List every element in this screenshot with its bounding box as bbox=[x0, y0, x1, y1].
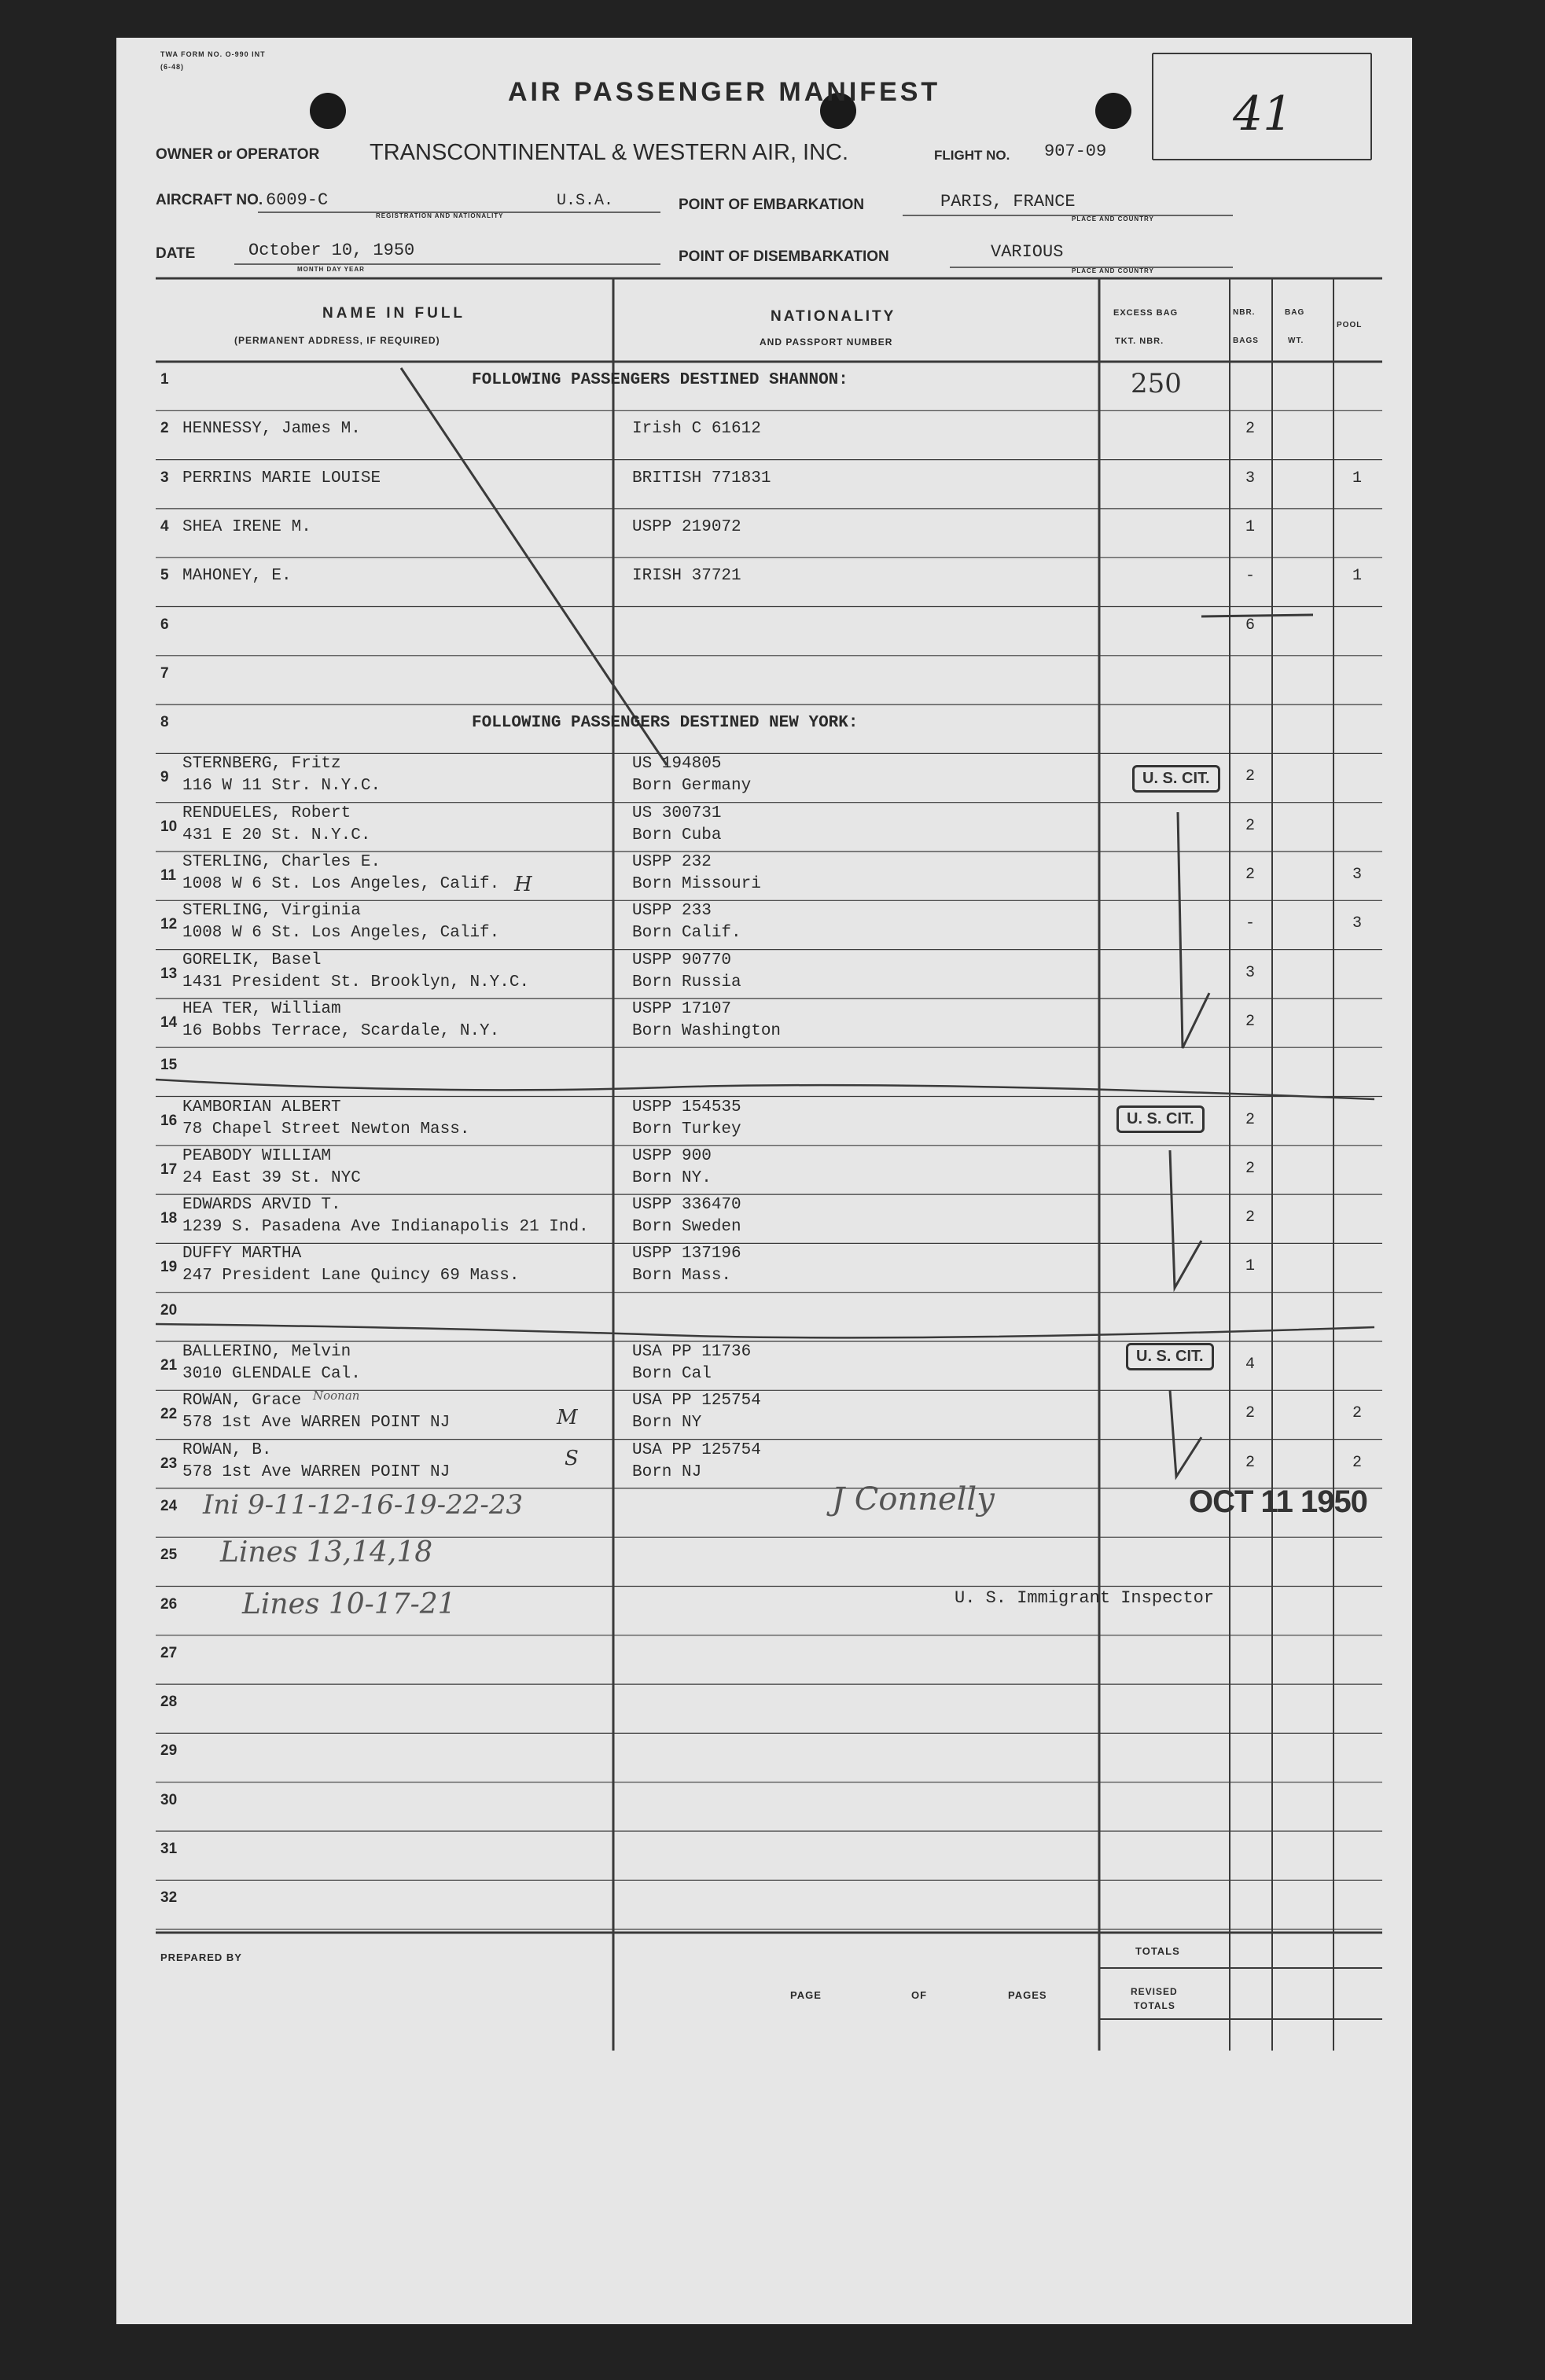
col-nationality-sub: AND PASSPORT NUMBER bbox=[760, 337, 893, 348]
passenger-name: KAMBORIAN ALBERT bbox=[182, 1098, 341, 1116]
bag-count: 2 bbox=[1245, 420, 1256, 439]
check-arrow-3 bbox=[1170, 1390, 1201, 1477]
row-number: 18 bbox=[160, 1210, 178, 1227]
row-number: 14 bbox=[160, 1013, 178, 1031]
handwriting-line25: Lines 13,14,18 bbox=[220, 1536, 433, 1569]
bag-count: 2 bbox=[1245, 1404, 1256, 1423]
passport-number: IRISH 37721 bbox=[632, 567, 741, 586]
row-number: 1 bbox=[160, 371, 169, 388]
col-nbr-header: NBR. bbox=[1233, 308, 1256, 317]
row-number: 28 bbox=[160, 1694, 178, 1711]
embark-value: PARIS, FRANCE bbox=[940, 192, 1076, 212]
bag-count: 3 bbox=[1245, 963, 1256, 982]
passenger-address: 3010 GLENDALE Cal. bbox=[182, 1365, 361, 1383]
row-number: 31 bbox=[160, 1841, 178, 1857]
pool-number: 2 bbox=[1352, 1404, 1363, 1423]
passport-number: USA PP 125754 bbox=[632, 1392, 761, 1411]
aircraft-label: AIRCRAFT NO. bbox=[156, 192, 263, 208]
strike-line bbox=[401, 368, 667, 765]
owner-label: OWNER or OPERATOR bbox=[156, 146, 320, 163]
passport-number: USPP 90770 bbox=[632, 951, 732, 969]
row-number: 22 bbox=[160, 1406, 178, 1423]
passport-number: USPP 336470 bbox=[632, 1196, 741, 1215]
date-value: October 10, 1950 bbox=[248, 241, 415, 260]
passenger-address: 578 1st Ave WARREN POINT NJ bbox=[182, 1462, 451, 1481]
passenger-address: 78 Chapel Street Newton Mass. bbox=[182, 1120, 470, 1139]
passenger-address: 578 1st Ave WARREN POINT NJ bbox=[182, 1414, 451, 1433]
handwriting-line26: Lines 10-17-21 bbox=[242, 1588, 456, 1620]
passenger-name: HENNESSY, James M. bbox=[182, 420, 361, 439]
bag-count: 1 bbox=[1245, 517, 1256, 536]
disembark-label: POINT OF DISEMBARKATION bbox=[679, 248, 889, 265]
bag-count: - bbox=[1245, 567, 1256, 586]
section-note: FOLLOWING PASSENGERS DESTINED SHANNON: bbox=[472, 371, 848, 389]
passport-number: USPP 154535 bbox=[632, 1098, 741, 1116]
passenger-name: GORELIK, Basel bbox=[182, 951, 322, 969]
row-number: 25 bbox=[160, 1547, 178, 1564]
row-number: 3 bbox=[160, 469, 169, 486]
birthplace: Born Calif. bbox=[632, 924, 741, 943]
birthplace: Born Cal bbox=[632, 1365, 712, 1383]
date-stamp: OCT 11 1950 bbox=[1189, 1484, 1367, 1519]
row-number: 23 bbox=[160, 1455, 178, 1472]
disembark-sub: PLACE AND COUNTRY bbox=[1072, 267, 1154, 274]
row-number: 5 bbox=[160, 567, 169, 584]
birthplace: Born Cuba bbox=[632, 826, 722, 844]
bag-count: 2 bbox=[1245, 1453, 1256, 1472]
passenger-name: ROWAN, B. bbox=[182, 1440, 272, 1459]
manifest-sheet bbox=[116, 38, 1412, 2324]
passenger-name: EDWARDS ARVID T. bbox=[182, 1196, 341, 1215]
section-note: FOLLOWING PASSENGERS DESTINED NEW YORK: bbox=[472, 714, 859, 733]
passport-number: US 300731 bbox=[632, 804, 722, 822]
passenger-name: ROWAN, Grace bbox=[182, 1392, 302, 1411]
page-title: AIR PASSENGER MANIFEST bbox=[508, 77, 941, 107]
birthplace: Born NJ bbox=[632, 1462, 702, 1481]
flight-value: 907-09 bbox=[1044, 142, 1107, 161]
page-label: PAGE bbox=[790, 1989, 822, 2001]
col-nationality-header: NATIONALITY bbox=[771, 308, 896, 325]
embark-sub: PLACE AND COUNTRY bbox=[1072, 215, 1154, 223]
passport-number: Irish C 61612 bbox=[632, 420, 761, 439]
passenger-name: MAHONEY, E. bbox=[182, 567, 292, 586]
row-number: 11 bbox=[160, 867, 177, 884]
passenger-name: PERRINS MARIE LOUISE bbox=[182, 469, 381, 487]
form-number: TWA FORM NO. O-990 INT bbox=[160, 50, 266, 58]
row-number: 13 bbox=[160, 965, 178, 982]
passenger-name: SHEA IRENE M. bbox=[182, 517, 311, 536]
wavy-separator-2 bbox=[156, 1324, 1374, 1337]
passport-number: USPP 137196 bbox=[632, 1245, 741, 1264]
bag-count: - bbox=[1245, 914, 1256, 933]
birthplace: Born Mass. bbox=[632, 1267, 732, 1286]
row-number: 16 bbox=[160, 1112, 178, 1129]
passenger-name: DUFFY MARTHA bbox=[182, 1245, 302, 1264]
row-number: 6 bbox=[160, 616, 169, 633]
passenger-address: 1008 W 6 St. Los Angeles, Calif. bbox=[182, 924, 500, 943]
aircraft-sub: REGISTRATION AND NATIONALITY bbox=[376, 212, 504, 219]
handwriting-s: S bbox=[565, 1447, 579, 1470]
us-cit-stamp-2: U. S. CIT. bbox=[1116, 1105, 1205, 1133]
passport-number: BRITISH 771831 bbox=[632, 469, 771, 487]
row-number: 20 bbox=[160, 1301, 178, 1319]
handwriting-m: M bbox=[557, 1406, 578, 1429]
date-sub: MONTH DAY YEAR bbox=[297, 266, 365, 273]
passenger-name: STERLING, Virginia bbox=[182, 902, 361, 921]
row-number: 32 bbox=[160, 1889, 178, 1907]
bag-count: 6 bbox=[1245, 616, 1256, 635]
row-number: 8 bbox=[160, 714, 169, 731]
passenger-name: RENDUELES, Robert bbox=[182, 804, 351, 822]
totals-label: TOTALS bbox=[1135, 1945, 1180, 1957]
row-number: 4 bbox=[160, 517, 169, 535]
handwriting-line24: Ini 9-11-12-16-19-22-23 bbox=[203, 1489, 524, 1521]
birthplace: Born Russia bbox=[632, 973, 741, 991]
bag-count: 1 bbox=[1245, 1257, 1256, 1276]
bag-count: 2 bbox=[1245, 1012, 1256, 1031]
of-label: OF bbox=[911, 1989, 928, 2001]
passenger-address: 431 E 20 St. N.Y.C. bbox=[182, 826, 371, 844]
check-arrow-1 bbox=[1178, 812, 1209, 1048]
inspector-label: U. S. Immigrant Inspector bbox=[955, 1588, 1215, 1608]
col-pool-header: POOL bbox=[1337, 321, 1363, 329]
birthplace: Born Germany bbox=[632, 777, 752, 796]
passport-number: USPP 17107 bbox=[632, 999, 732, 1018]
pool-number: 2 bbox=[1352, 1453, 1363, 1472]
bag-count: 2 bbox=[1245, 1208, 1256, 1227]
bag-count: 2 bbox=[1245, 866, 1256, 884]
pool-number: 1 bbox=[1352, 469, 1363, 487]
bags-total-line bbox=[1201, 615, 1313, 616]
handwriting-h: H bbox=[514, 873, 532, 896]
passenger-name: STERLING, Charles E. bbox=[182, 853, 381, 871]
col-nbr-sub: BAGS bbox=[1233, 337, 1259, 345]
passport-number: USA PP 125754 bbox=[632, 1440, 761, 1459]
us-cit-stamp-1: U. S. CIT. bbox=[1132, 765, 1220, 793]
bag-count: 3 bbox=[1245, 469, 1256, 487]
col-bag-header: BAG bbox=[1285, 308, 1305, 317]
bag-count: 2 bbox=[1245, 816, 1256, 835]
row-number: 9 bbox=[160, 769, 169, 786]
passport-number: USPP 232 bbox=[632, 853, 712, 871]
col-name-header: NAME IN FULL bbox=[322, 305, 466, 322]
passenger-address: 1431 President St. Brooklyn, N.Y.C. bbox=[182, 973, 530, 991]
punch-hole-3 bbox=[1095, 93, 1131, 129]
birthplace: Born Washington bbox=[632, 1021, 782, 1040]
passenger-name: PEABODY WILLIAM bbox=[182, 1146, 332, 1165]
passenger-name: HEA TER, William bbox=[182, 999, 341, 1018]
aircraft-value: 6009-C bbox=[266, 190, 329, 210]
col-excess-sub: TKT. NBR. bbox=[1115, 337, 1164, 346]
passport-number: USPP 233 bbox=[632, 902, 712, 921]
punch-hole-1 bbox=[310, 93, 346, 129]
row-number: 24 bbox=[160, 1497, 178, 1514]
row-number: 15 bbox=[160, 1057, 178, 1074]
pages-label: PAGES bbox=[1008, 1989, 1047, 2001]
passenger-address: 247 President Lane Quincy 69 Mass. bbox=[182, 1267, 520, 1286]
bag-count: 2 bbox=[1245, 767, 1256, 786]
handwriting-initials: Noonan bbox=[313, 1389, 360, 1403]
passenger-address: 1239 S. Pasadena Ave Indianapolis 21 Ind. bbox=[182, 1218, 589, 1237]
row-number: 7 bbox=[160, 664, 169, 682]
row-number: 21 bbox=[160, 1357, 178, 1374]
passenger-address: 116 W 11 Str. N.Y.C. bbox=[182, 777, 381, 796]
disembark-value: VARIOUS bbox=[991, 242, 1064, 262]
pool-number: 3 bbox=[1352, 866, 1363, 884]
col-name-sub: (PERMANENT ADDRESS, IF REQUIRED) bbox=[234, 335, 440, 346]
passenger-address: 24 East 39 St. NYC bbox=[182, 1168, 361, 1187]
passport-number: US 194805 bbox=[632, 755, 722, 774]
row-number: 17 bbox=[160, 1161, 178, 1178]
bag-count: 2 bbox=[1245, 1110, 1256, 1129]
form-sub: (6-48) bbox=[160, 63, 185, 71]
prepared-by-label: PREPARED BY bbox=[160, 1951, 242, 1963]
birthplace: Born Missouri bbox=[632, 875, 761, 893]
birthplace: Born Sweden bbox=[632, 1218, 741, 1237]
owner-value: TRANSCONTINENTAL & WESTERN AIR, INC. bbox=[370, 140, 849, 165]
pool-number: 3 bbox=[1352, 914, 1363, 933]
birthplace: Born NY. bbox=[632, 1168, 712, 1187]
bag-count: 2 bbox=[1245, 1159, 1256, 1178]
passport-number: USPP 219072 bbox=[632, 517, 741, 536]
passport-number: USPP 900 bbox=[632, 1146, 712, 1165]
row-number: 26 bbox=[160, 1595, 178, 1613]
col-bag-sub: WT. bbox=[1288, 337, 1304, 345]
inspector-signature: J Connelly bbox=[832, 1481, 995, 1517]
col-excess-header: EXCESS BAG bbox=[1113, 308, 1179, 318]
passenger-address: 1008 W 6 St. Los Angeles, Calif. bbox=[182, 875, 500, 893]
aircraft-country: U.S.A. bbox=[557, 192, 614, 210]
date-label: DATE bbox=[156, 245, 196, 262]
passenger-name: STERNBERG, Fritz bbox=[182, 755, 341, 774]
row-number: 12 bbox=[160, 916, 178, 933]
row-number: 29 bbox=[160, 1742, 178, 1760]
revised-label: REVISED bbox=[1131, 1986, 1178, 1997]
passenger-name: BALLERINO, Melvin bbox=[182, 1343, 351, 1361]
passenger-address: 16 Bobbs Terrace, Scardale, N.Y. bbox=[182, 1021, 500, 1040]
excess-bag-ticket: 250 bbox=[1131, 368, 1182, 399]
row-number: 30 bbox=[160, 1791, 178, 1808]
passport-number: USA PP 11736 bbox=[632, 1343, 752, 1361]
flight-label: FLIGHT NO. bbox=[934, 148, 1010, 163]
row-number: 10 bbox=[160, 818, 178, 835]
us-cit-stamp-3: U. S. CIT. bbox=[1126, 1343, 1214, 1370]
row-number: 27 bbox=[160, 1644, 178, 1661]
bag-count: 4 bbox=[1245, 1356, 1256, 1374]
revised-totals-label: TOTALS bbox=[1134, 2000, 1175, 2011]
pool-number: 1 bbox=[1352, 567, 1363, 586]
page-mark: 41 bbox=[1233, 86, 1293, 142]
row-number: 19 bbox=[160, 1259, 178, 1276]
birthplace: Born Turkey bbox=[632, 1120, 741, 1139]
check-arrow-2 bbox=[1170, 1150, 1201, 1288]
embark-label: POINT OF EMBARKATION bbox=[679, 197, 865, 213]
birthplace: Born NY bbox=[632, 1414, 702, 1433]
row-number: 2 bbox=[160, 420, 169, 437]
